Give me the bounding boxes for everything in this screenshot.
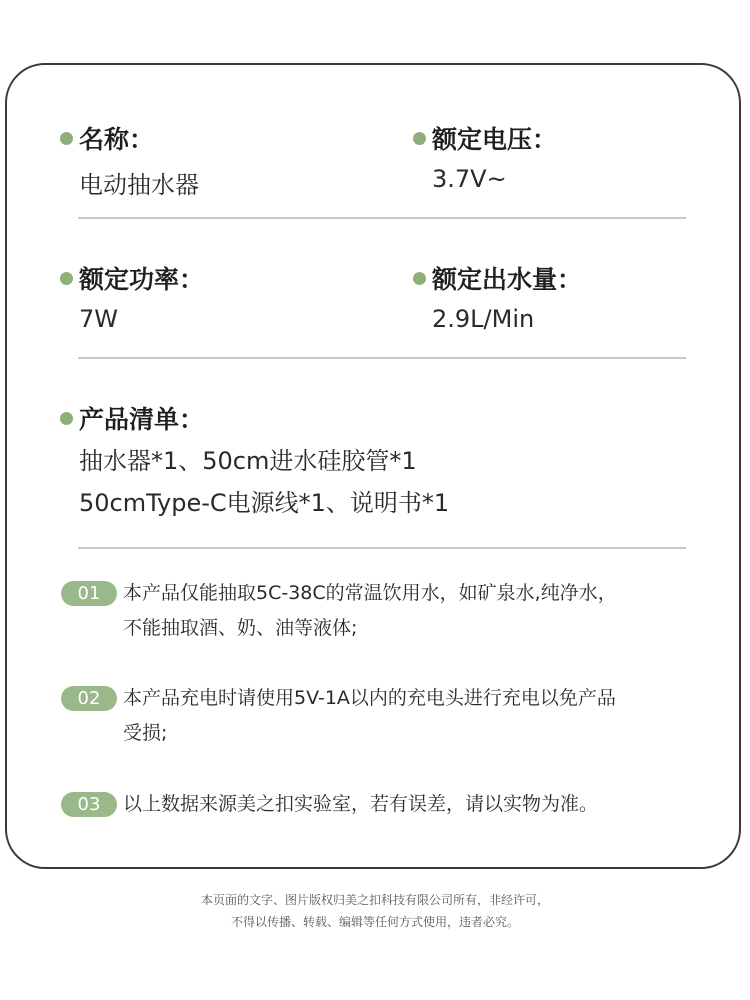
- divider: [78, 547, 686, 549]
- spec-flow: [413, 260, 582, 333]
- divider: [78, 217, 686, 219]
- spec-flow-label: 额定出水量：: [432, 265, 583, 294]
- bullet-dot-icon: [60, 412, 73, 425]
- note-line: 受损;: [123, 722, 168, 744]
- note-line: 本产品仅能抽取5C-38C的常温饮用水，如矿泉水,纯净水，: [123, 582, 617, 604]
- copyright-line: 不得以传播、转载、编辑等任何方式使用，违者必究。: [230, 915, 519, 929]
- bullet-dot-icon: [60, 132, 73, 145]
- note-number-badge: 01: [61, 581, 117, 606]
- spec-name-value: 电动抽水器: [79, 171, 199, 199]
- note-text: [123, 576, 721, 646]
- divider: [78, 357, 686, 359]
- bullet-dot-icon: [413, 272, 426, 285]
- note-item: [61, 792, 721, 822]
- note-text: [123, 681, 721, 751]
- bullet-dot-icon: [60, 272, 73, 285]
- spec-power-label: 额定功率：: [79, 265, 205, 294]
- spec-power-value: 7W: [79, 305, 118, 333]
- note-number-badge: 02: [61, 686, 117, 711]
- spec-voltage: [413, 120, 557, 193]
- note-number-badge: 03: [61, 792, 117, 817]
- spec-power: [60, 260, 204, 333]
- spec-name: [60, 120, 199, 200]
- bullet-dot-icon: [413, 132, 426, 145]
- note-text: [123, 787, 721, 822]
- spec-voltage-value: 3.7V~: [432, 165, 507, 193]
- package-line: 抽水器*1、50cm进水硅胶管*1: [79, 447, 417, 475]
- note-item: [61, 581, 721, 646]
- spec-flow-value: 2.9L/Min: [432, 305, 535, 333]
- package-label: 产品清单：: [79, 405, 205, 434]
- note-line: 本产品充电时请使用5V-1A以内的充电头进行充电以免产品: [123, 687, 616, 709]
- spec-voltage-label: 额定电压：: [432, 125, 558, 154]
- package-list: [60, 400, 449, 524]
- copyright-line: 本页面的文字、图片版权归美之扣科技有限公司所有，非经许可，: [200, 893, 549, 907]
- note-line: 以上数据来源美之扣实验室，若有误差，请以实物为准。: [123, 793, 599, 815]
- note-item: [61, 686, 721, 751]
- spec-name-label: 名称：: [79, 125, 155, 154]
- note-line: 不能抽取酒、奶、油等液体;: [123, 617, 358, 639]
- package-line: 50cmType-C电源线*1、说明书*1: [79, 489, 450, 517]
